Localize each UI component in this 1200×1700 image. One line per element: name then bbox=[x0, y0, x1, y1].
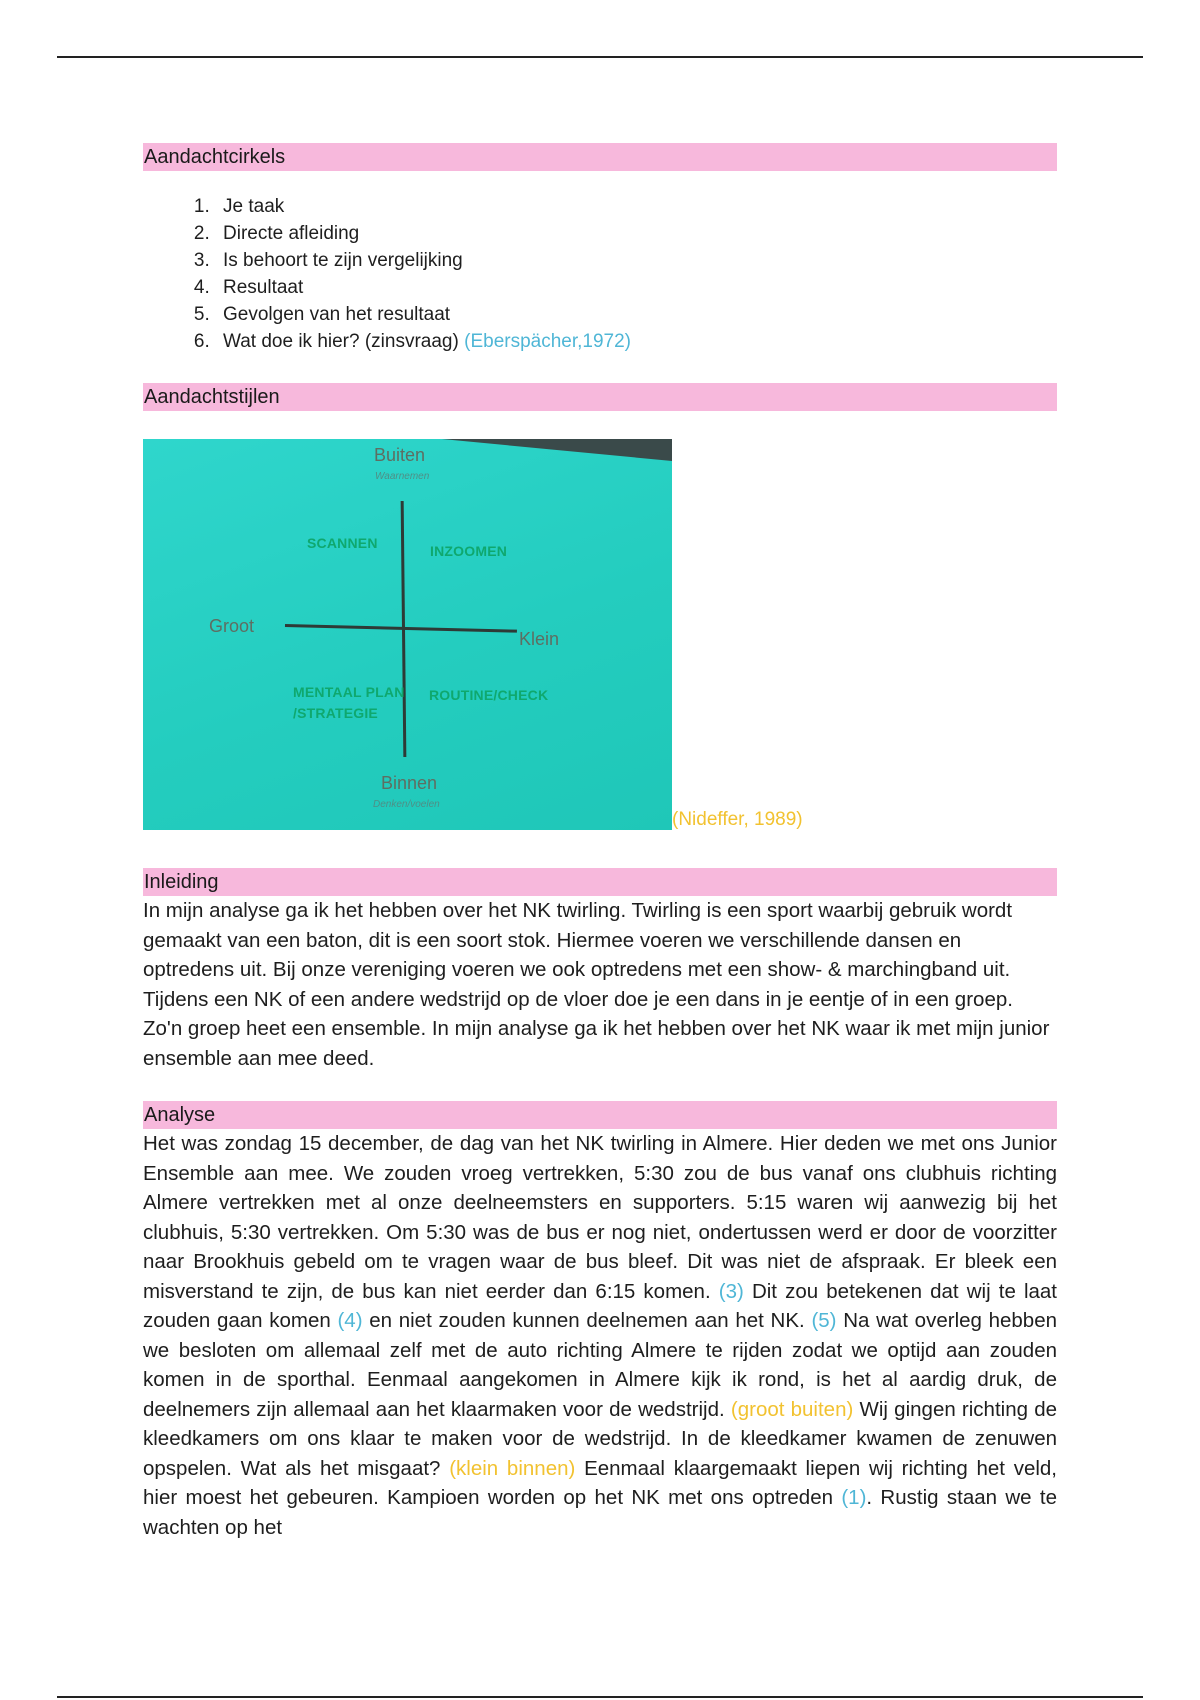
heading-aandachtstijlen: Aandachtstijlen bbox=[143, 383, 1057, 411]
quadrant-strategie: /STRATEGIE bbox=[293, 705, 378, 721]
citation-1: (1) bbox=[841, 1486, 867, 1509]
horizontal-axis bbox=[285, 624, 517, 633]
list-item: 5. Gevolgen van het resultaat bbox=[215, 301, 1057, 328]
quadrant-scannen: SCANNEN bbox=[307, 535, 378, 551]
header-rule bbox=[57, 56, 1143, 58]
analyse-text: Eenmaal klaargemaakt liepen wij richting het veld, hier moest het gebeuren. Kampioen worden op het NK met ons optreden bbox=[143, 1456, 1058, 1509]
analyse-text: Wij gingen richting de kleedkamers om ons klaar te maken voor de wedstrijd. In de kleedkamer kwamen de zenuwen opspelen. Wat als het misgaat? bbox=[143, 1397, 1058, 1480]
list-item-text: Wat doe ik hier? (zinsvraag) bbox=[223, 331, 459, 352]
analyse-text: . Rustig staan we te wachten op het bbox=[143, 1486, 1057, 1539]
paragraph-inleiding: In mijn analyse ga ik het hebben over het NK twirling. Twirling is een sport waarbij gebruik wordt gemaakt van een baton, dit is een soort stok. Hiermee voeren we verschillende dansen en optredens uit. Bij onze vereniging voeren we ook optredens met een show- & marchingband uit. Tijdens een NK of een andere wedstrijd op de vloer doe je een dans in je eentje of in een groep. Zo'n groep heet een ensemble. In mijn analyse ga ik het hebben over het NK waar ik met mijn junior ensemble aan mee deed. bbox=[143, 899, 1050, 1070]
label-groot: Groot bbox=[209, 616, 255, 636]
label-buiten: Buiten bbox=[374, 445, 426, 465]
list-item: 1. Je taak bbox=[215, 193, 1057, 220]
label-binnen: Binnen bbox=[381, 773, 438, 793]
citation-groot-buiten: (groot buiten) bbox=[730, 1397, 854, 1421]
analyse-text: Dit zou betekenen dat wij te laat zouden gaan komen bbox=[143, 1279, 1058, 1332]
photo-corner bbox=[442, 439, 672, 461]
citation-eberspacher: (Eberspächer,1972) bbox=[464, 331, 632, 352]
paragraph-analyse bbox=[143, 1129, 1057, 1542]
label-binnen-sub: Denken/voelen bbox=[373, 799, 440, 810]
heading-inleiding: Inleiding bbox=[143, 868, 1057, 896]
quadrant-routine-check: ROUTINE/CHECK bbox=[429, 687, 549, 703]
figure-row bbox=[143, 439, 1057, 834]
analyse-text: Na wat overleg hebben we besloten om allemaal zelf met de auto richting Almere te rijden zodat we optijd aan zouden komen in de sporthal. Eenmaal aangekomen in Almere kijk ik rond, is het al aardig druk, de deelnemers zijn allemaal aan het klaarmaken voor de wedstrijd. bbox=[143, 1309, 1058, 1421]
list-item: 3. Is behoort te zijn vergelijking bbox=[215, 247, 1057, 274]
list-item: 4. Resultaat bbox=[215, 274, 1057, 301]
citation-klein-binnen: (klein binnen) bbox=[449, 1456, 576, 1480]
heading-analyse: Analyse bbox=[143, 1101, 1057, 1129]
document-body bbox=[143, 143, 1057, 1542]
quadrant-mentaal-plan: MENTAAL PLAN bbox=[293, 684, 405, 700]
label-klein: Klein bbox=[519, 629, 560, 649]
quadrant-inzoomen: INZOOMEN bbox=[430, 543, 508, 559]
citation-nideffer: (Nideffer, 1989) bbox=[672, 809, 803, 830]
attention-styles-diagram bbox=[143, 439, 672, 830]
attention-circles-list bbox=[143, 193, 1057, 355]
analyse-text: en niet zouden kunnen deelnemen aan het NK. bbox=[369, 1309, 805, 1332]
citation-4: (4) bbox=[337, 1309, 363, 1332]
label-buiten-sub: Waarnemen bbox=[375, 471, 430, 482]
citation-3: (3) bbox=[718, 1279, 744, 1303]
spacer bbox=[143, 1073, 1057, 1101]
citation-5: (5) bbox=[811, 1309, 837, 1332]
heading-aandachtcirkels: Aandachtcirkels bbox=[143, 143, 1057, 171]
list-item bbox=[215, 328, 1057, 355]
analyse-text: Het was zondag 15 december, de dag van het NK twirling in Almere. Hier deden we met ons Junior Ensemble aan mee. We zouden vroeg vertrekken, 5:30 zou de bus vanaf ons clubhuis richting Almere vertrekken met al onze deelneemsters en supporters. 5:15 waren wij aanwezig bij het clubhuis, 5:30 vertrekken. Om 5:30 was de bus er nog niet, ondertussen werd er door de voorzitter naar Brookhuis gebeld om te vragen waar de bus bleef. Dit was niet de afspraak. Er bleek een misverstand te zijn, de bus kan niet eerder dan 6:15 komen. bbox=[143, 1132, 1057, 1303]
footer-rule bbox=[57, 1696, 1143, 1698]
list-item: 2. Directe afleiding bbox=[215, 220, 1057, 247]
